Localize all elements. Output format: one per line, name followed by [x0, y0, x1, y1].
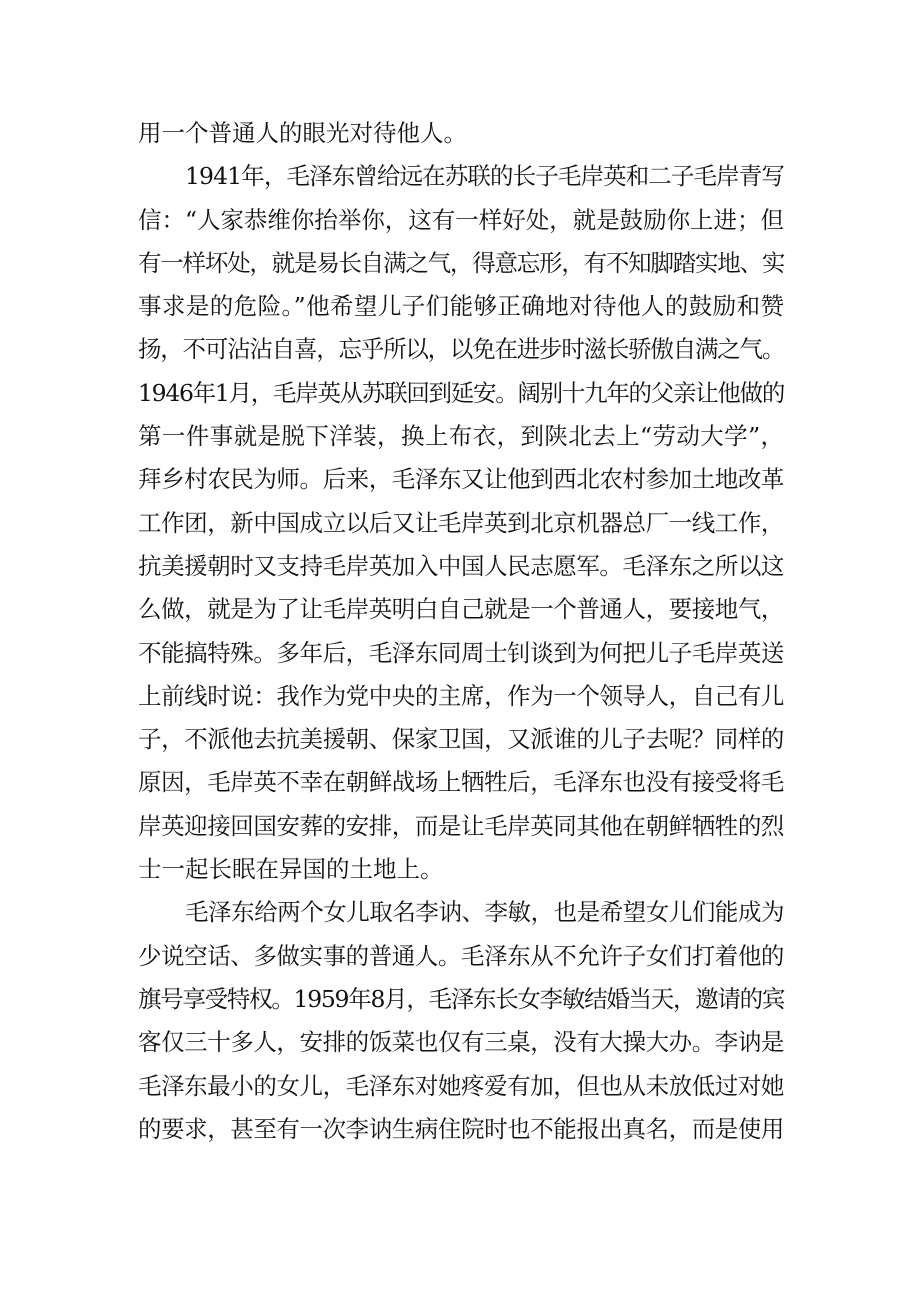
text-line: 毛泽东给两个女儿取名李讷、李敏，也是希望女儿们能成为	[185, 898, 785, 927]
text-line: 少说空话、多做实事的普通人。毛泽东从不允许子女们打着他的	[138, 941, 784, 970]
text-line: 不能搞特殊。多年后，毛泽东同周士钊谈到为何把儿子毛岸英送	[138, 638, 784, 667]
text-line: 士一起长眠在异国的土地上。	[138, 855, 444, 884]
text-line: 原因，毛岸英不幸在朝鲜战场上牺牲后，毛泽东也没有接受将毛	[138, 768, 784, 797]
text-line: 么做，就是为了让毛岸英明白自己就是一个普通人，要接地气，	[138, 595, 784, 624]
text-line: 客仅三十多人，安排的饭菜也仅有三桌，没有大操大办。李讷是	[138, 1028, 784, 1057]
text-line: 拜乡村农民为师。后来，毛泽东又让他到西北农村参加土地改革	[138, 465, 784, 494]
text-line: 用一个普通人的眼光对待他人。	[138, 119, 467, 147]
text-line: 上前线时说：我作为党中央的主席，作为一个领导人，自己有儿	[138, 681, 784, 710]
text-line: 旗号享受特权。1959年8月，毛泽东长女李敏结婚当天，邀请的宾	[138, 984, 785, 1013]
text-line: 毛泽东最小的女儿，毛泽东对她疼爱有加，但也从未放低过对她	[138, 1071, 784, 1100]
text-line: 子，不派他去抗美援朝、保家卫国，又派谁的儿子去呢？同样的	[138, 725, 784, 754]
body-text	[138, 112, 784, 1151]
text-line: 扬，不可沾沾自喜，忘乎所以，以免在进步时滋长骄傲自满之气。	[138, 335, 785, 364]
text-line: 1941年，毛泽东曾给远在苏联的长子毛岸英和二子毛岸青写	[185, 162, 784, 191]
text-line: 有一样坏处，就是易长自满之气，得意忘形，有不知脚踏实地、实	[138, 248, 785, 277]
text-line: 的要求，甚至有一次李讷生病住院时也不能报出真名，而是使用	[138, 1114, 784, 1143]
text-line: 工作团，新中国成立以后又让毛岸英到北京机器总厂一线工作，	[138, 508, 784, 537]
text-line: 岸英迎接回国安葬的安排，而是让毛岸英同其他在朝鲜牺牲的烈	[138, 811, 784, 840]
text-line: 第一件事就是脱下洋装，换上布衣，到陕北去上“劳动大学”，	[138, 422, 784, 451]
text-line: 事求是的危险。”他希望儿子们能够正确地对待他人的鼓励和赞	[138, 292, 784, 321]
text-line: 抗美援朝时又支持毛岸英加入中国人民志愿军。毛泽东之所以这	[138, 551, 784, 580]
text-line: 信：“人家恭维你抬举你，这有一样好处，就是鼓励你上进；但	[138, 205, 784, 234]
text-line: 1946年1月，毛岸英从苏联回到延安。阔别十九年的父亲让他做的	[138, 378, 785, 407]
